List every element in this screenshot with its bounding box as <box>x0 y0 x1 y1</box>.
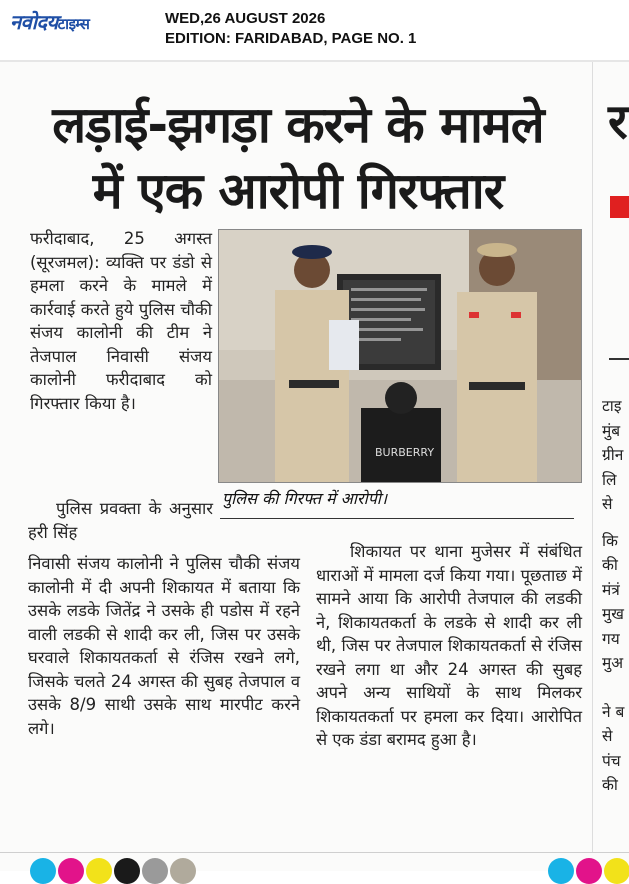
adjacent-line: मुख <box>602 605 624 623</box>
adjacent-line: ग्रीन <box>602 446 624 464</box>
column-divider <box>592 62 593 852</box>
registration-dot <box>58 858 84 884</box>
adjacent-line: की <box>602 556 618 574</box>
adjacent-line: से <box>602 727 613 745</box>
paragraph-2-text: निवासी संजय कालोनी ने पुलिस चौकी संजय कालोनी में दी अपनी शिकायत में बताया कि उसके लडके जितेंद्र ने उसके ही पडोस में रहने वाली लडकी से शादी कर ली, जिस पर उसके घरवाले शिकायतकर्ता से रंजिस रखने लगे, जिसके चलते 24 अगस्त की सुबह तेजपाल व उसके 8/9 साथी उसके साथ मारपीट करने लगे। <box>28 554 300 738</box>
article-headline <box>12 92 584 224</box>
registration-dot <box>576 858 602 884</box>
adjacent-headline-fragment: र <box>608 94 628 150</box>
adjacent-rule <box>609 358 629 360</box>
registration-dot <box>170 858 196 884</box>
registration-dot <box>142 858 168 884</box>
adjacent-line: पंच <box>602 751 621 770</box>
adjacent-gap <box>602 517 629 529</box>
logo-sub-text: टाइम्स <box>57 15 90 33</box>
masthead <box>0 0 629 60</box>
adjacent-line: ने ब <box>602 702 625 721</box>
adjacent-text <box>602 394 629 798</box>
adjacent-line: कि <box>602 531 618 550</box>
bottom-rule <box>0 852 629 853</box>
date-line: WED,26 AUGUST 2026 <box>165 10 326 27</box>
adjacent-line: लि <box>602 470 617 489</box>
article-paragraph-1 <box>30 227 212 415</box>
adjacent-gap <box>602 676 629 700</box>
photo-caption: पुलिस की गिरफ्त में आरोपी। <box>222 489 388 508</box>
adjacent-line: की <box>602 776 618 794</box>
article-paragraph-2 <box>28 552 300 740</box>
registration-dot <box>114 858 140 884</box>
newspaper-logo <box>10 8 89 35</box>
registration-dot <box>548 858 574 884</box>
logo-main-text: नवोदय <box>10 10 58 34</box>
adjacent-line: मुंब <box>602 421 621 440</box>
paragraph-2-start-text: पुलिस प्रवक्ता के अनुसार हरी सिंह <box>28 499 213 542</box>
adjacent-line: मुअ <box>602 654 624 672</box>
caption-rule <box>220 518 574 519</box>
paragraph-3-text: शिकायत पर थाना मुजेसर में संबंधित धाराओं में मामला दर्ज किया गया। पूछताछ में सामने आया कि आरोपी तेजपाल की लडकी ने, शिकायतकर्ता के लडके से शादी कर ली थी, जिस पर तेजपाल शिकायतकर्ता से रंजिस रखने लगा था और 24 अगस्त की सुबह अपने अन्य साथियों के साथ मिलकर शिकायतकर्ता पर हमला कर दिया। आरोपित से एक डंडा बरामद हुआ है। <box>316 542 582 749</box>
headline-line-1: लड़ाई-झगड़ा करने के मामले <box>52 96 544 154</box>
edition-line: EDITION: FARIDABAD, PAGE NO. 1 <box>165 30 417 47</box>
adjacent-line: से <box>602 495 613 513</box>
police-arrest-photo <box>219 230 581 482</box>
registration-dot <box>86 858 112 884</box>
adjacent-line: टाइ <box>602 397 622 415</box>
registration-dot <box>604 858 629 884</box>
edition-info <box>165 9 416 49</box>
adjacent-line: मंत्रं <box>602 580 620 599</box>
paragraph-1-text: फरीदाबाद, 25 अगस्त (सूरजमल): व्यक्ति पर डंडो से हमला करने के मामले में कार्रवाई करते हुये पुलिस चौकी संजय कालोनी की टीम ने तेजपाल निवासी संजय कालोनी फरीदाबाद को गिरफ्तार किया है। <box>30 229 212 413</box>
article-paragraph-3 <box>316 540 582 752</box>
shirt-text: BURBERRY <box>375 446 435 459</box>
adjacent-line: गय <box>602 629 620 648</box>
news-photo <box>218 229 582 483</box>
registration-dot <box>30 858 56 884</box>
adjacent-red-marker <box>610 196 629 218</box>
article-paragraph-2-start <box>28 497 213 544</box>
headline-line-2: में एक आरोपी गिरफ्तार <box>92 162 504 220</box>
